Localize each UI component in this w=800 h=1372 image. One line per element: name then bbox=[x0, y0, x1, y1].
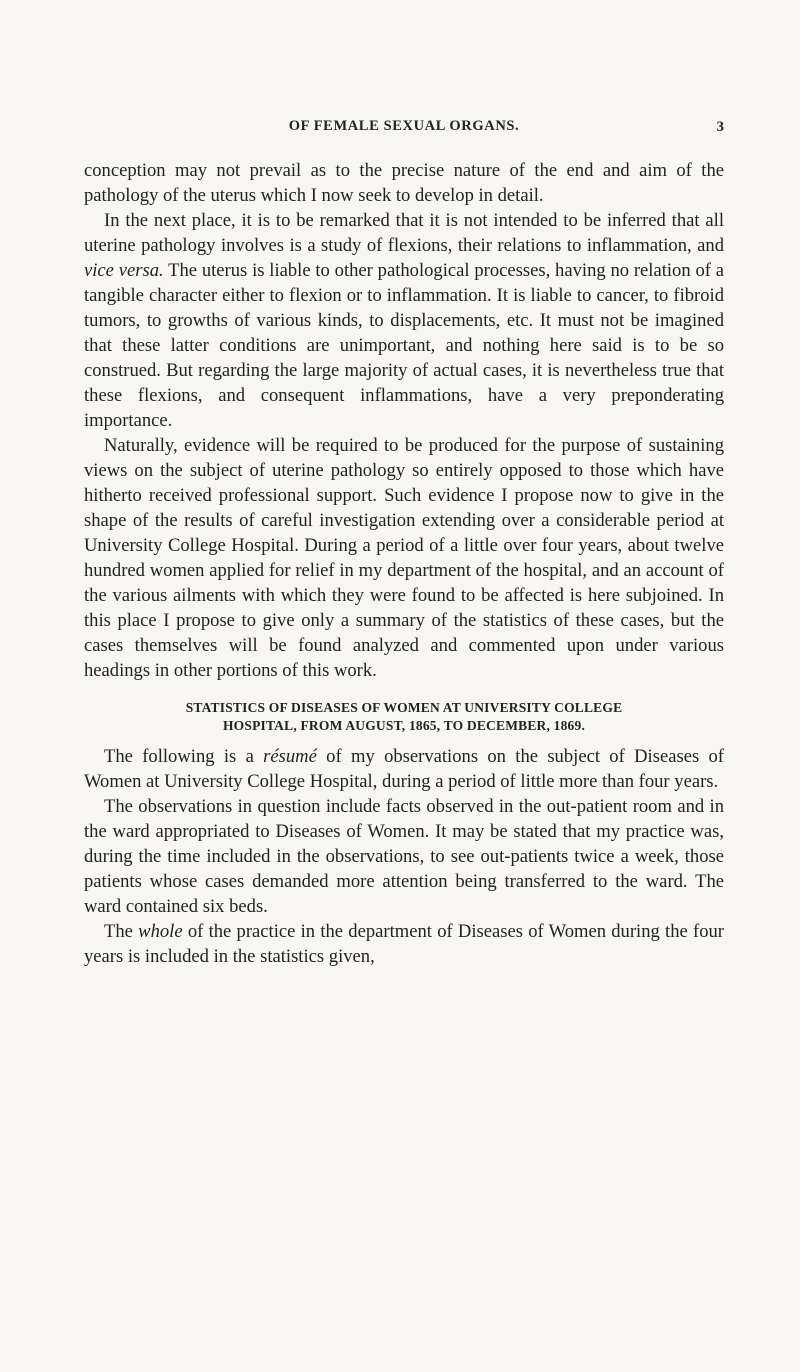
paragraph-flexions bbox=[84, 208, 724, 433]
book-page bbox=[84, 118, 724, 969]
paragraph-text: Naturally, evidence will be required to be produced for the purpose of sustaining views on the subject of uterine pathology so entirely opposed to those which have hitherto received professional support. Such evidence I propose now to give in the shape of the results of careful investigation extending over a considerable period at University College Hospital. During a period of a little over four years, about twelve hundred women applied for relief in my department of the hospital, and an account of the various ailments with which they were found to be affected is here subjoined. In this place I propose to give only a summary of the statistics of these cases, but the cases themselves will be found analyzed and commented upon under various headings in other portions of this work. bbox=[84, 435, 724, 681]
emphasis-text: whole bbox=[138, 921, 183, 942]
paragraph-evidence bbox=[84, 433, 724, 683]
emphasis-text: résumé bbox=[263, 746, 317, 767]
paragraph-text: In the next place, it is to be remarked that it is not intended to be inferred that all uterine pathology involves is a study of flexions, their relations to inflammation, and bbox=[84, 210, 724, 256]
section-heading-line-2: HOSPITAL, FROM AUGUST, 1865, TO DECEMBER, 1869. bbox=[222, 718, 586, 733]
running-head bbox=[84, 118, 724, 140]
paragraph-text: of my observations on the subject of Diseases of Women at University College Hospital, during a period of little more than four years. bbox=[84, 746, 724, 792]
paragraph-text: conception may not prevail as to the precise nature of the end and aim of the pathology of the uterus which I now seek to develop in detail. bbox=[84, 160, 724, 206]
page-number: 3 bbox=[716, 119, 724, 135]
paragraph-text: The uterus is liable to other pathological processes, having no relation of a tangible character either to flexion or to inflammation. It is liable to cancer, to fibroid tumors, to growths of various kinds, to displacements, etc. It must not be imagined that these latter conditions are unimportant, and nothing here said is to be so construed. But regarding the large majority of actual cases, it is nevertheless true that these flexions, and consequent inflammations, have a very preponderating importance. bbox=[84, 260, 724, 431]
paragraph-text: The observations in question include facts observed in the out-patient room and in the ward appropriated to Diseases of Women. It may be stated that my practice was, during the time included in the observations, to see out-patients twice a week, those patients whose cases demanded more attention being transferred to the ward. The ward contained six beds. bbox=[84, 796, 724, 917]
paragraph-observations bbox=[84, 794, 724, 919]
emphasis-text: vice versa. bbox=[84, 260, 164, 281]
paragraph-text: The bbox=[104, 921, 139, 942]
paragraph-whole-practice bbox=[84, 919, 724, 969]
paragraph-text: of the practice in the department of Diseases of Women during the four years is included in the statistics given, bbox=[84, 921, 725, 967]
paragraph-text: The following is a bbox=[104, 746, 264, 767]
section-heading bbox=[84, 699, 724, 735]
paragraph-continuation bbox=[84, 158, 724, 208]
running-head-title: OF FEMALE SEXUAL ORGANS. bbox=[288, 118, 520, 134]
section-heading-line-1: STATISTICS OF DISEASES OF WOMEN AT UNIVERSITY COLLEGE bbox=[185, 700, 623, 715]
paragraph-resume bbox=[84, 744, 724, 794]
